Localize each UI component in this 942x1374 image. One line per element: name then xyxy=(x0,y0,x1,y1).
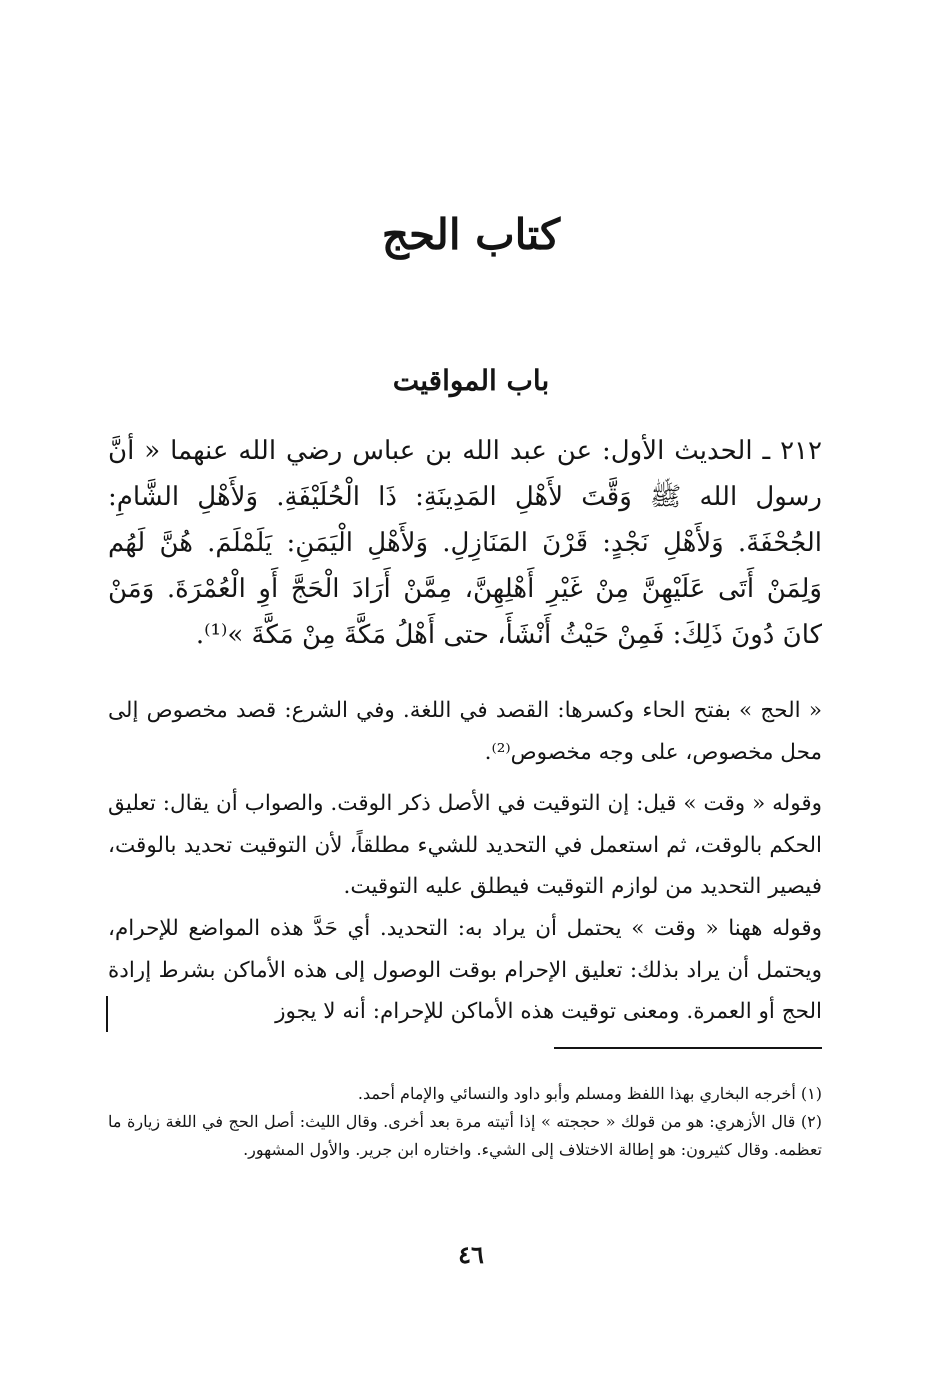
commentary-paragraph-1: « الحج » بفتح الحاء وكسرها: القصد في اللغة. وفي الشرع: قصد مخصوص إلى محل مخصوص، على وجه مخصوص⁽²⁾. xyxy=(108,698,822,765)
page-number: ٤٦ xyxy=(458,1240,484,1269)
section-title: باب المواقيت xyxy=(392,364,550,397)
footnote-1: (١) أخرجه البخاري بهذا اللفظ ومسلم وأبو داود والنسائي والإمام أحمد. xyxy=(357,1084,822,1103)
footnotes xyxy=(108,1080,822,1164)
commentary-block-3 xyxy=(108,908,822,1033)
chapter-title: كتاب الحج xyxy=(381,210,561,259)
commentary-block-1 xyxy=(108,690,822,773)
hadith-text-block xyxy=(108,428,822,658)
continuation-mark xyxy=(106,996,108,1032)
footnote-divider xyxy=(554,1047,822,1049)
commentary-paragraph-2: وقوله « وقت » قيل: إن التوقيت في الأصل ذكر الوقت. والصواب أن يقال: تعليق الحكم بالوقت، ثم استعمل في التحديد للشيء مطلقاً، لأن التوقيت تحديد بالوقت، فيصير التحديد من لوازم التوقيت فيطلق عليه التوقيت. xyxy=(108,791,822,899)
commentary-paragraph-3: وقوله ههنا « وقت » يحتمل أن يراد به: التحديد. أي حَدَّ هذه المواضع للإحرام، ويحتمل أن يراد بذلك: تعليق الإحرام بوقت الوصول إلى هذه الأماكن بشرط إرادة الحج أو العمرة. ومعنى توقيت هذه الأماكن للإحرام: أنه لا يجوز xyxy=(108,916,822,1024)
footnote-2: (٢) قال الأزهري: هو من قولك « حججته » إذا أتيته مرة بعد أخرى. وقال الليث: أصل الحج في اللغة زيارة ما تعظمه. وقال كثيرون: هو إطالة الاختلاف إلى الشيء. واختاره ابن جرير. والأول المشهور. xyxy=(108,1112,822,1159)
hadith-paragraph: ٢١٢ ـ الحديث الأول: عن عبد الله بن عباس رضي الله عنهما « أنَّ رسول الله ﷺ وَقَّتَ لأَهْلِ المَدِينَةِ: ذَا الْحُلَيْفَةِ. وَلأَهْلِ الشَّامِ: الجُحْفَةَ. وَلأَهْلِ نَجْدٍ: قَرْنَ المَنَازِلِ. وَلأَهْلِ الْيَمَنِ: يَلَمْلَمَ. هُنَّ لَهُم وَلِمَنْ أَتَى عَلَيْهِنَّ مِنْ غَيْرِ أَهْلِهِنَّ، مِمَّنْ أَرَادَ الْحَجَّ أَوِ الْعُمْرَةَ. وَمَنْ كانَ دُونَ ذَلِكَ: فَمِنْ حَيْثُ أَنْشَأَ، حتى أَهْلُ مَكَّةَ مِنْ مَكَّةَ »⁽¹⁾. xyxy=(108,436,822,650)
commentary-block-2 xyxy=(108,783,822,908)
